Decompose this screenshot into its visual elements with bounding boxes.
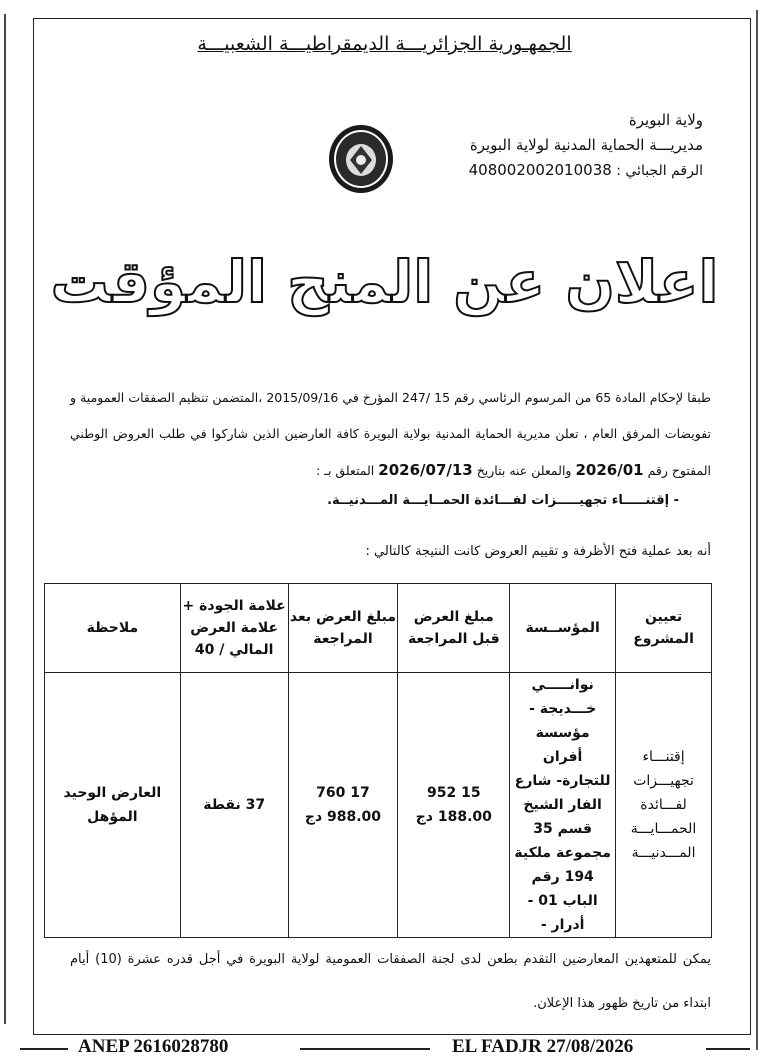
newspaper-reference: EL FADJR 27/08/2026 (452, 1036, 634, 1057)
tender-subject: - إقتنـــــاء تجهيـــــزات لفـــائدة الحمــايـــة المـــدنيــة. (327, 493, 679, 508)
table-row (45, 673, 712, 938)
header-amount-after: مبلغ العرض بعد المراجعة (288, 584, 398, 673)
civil-protection-seal-icon (326, 124, 396, 194)
tender-date: 2026/07/13 (378, 461, 473, 479)
tax-id-label: الرقم الجبائي : (616, 163, 703, 179)
cell-note: العارض الوحيد المؤهل (45, 673, 181, 938)
header-amount-before: مبلغ العرض قبل المراجعة (398, 584, 510, 673)
footer-rule-right (706, 1048, 750, 1050)
header-company: المؤســسة (510, 584, 616, 673)
anep-reference: ANEP 2616028780 (78, 1036, 229, 1057)
results-table (44, 583, 712, 938)
cell-project: إقتنـــاء تجهيـــزات لفـــائدة الحمـــايـــة المـــدنيـــة (616, 673, 712, 938)
republic-header: الجمهـورية الجزائريـــة الديمقراطيـــة الشعبيـــة (197, 33, 572, 55)
cell-amount-after: 17 760 988.00 دج (288, 673, 398, 938)
tax-id-line (469, 158, 703, 184)
footer-rule-left (20, 1048, 68, 1050)
left-page-edge (4, 14, 6, 1024)
wilaya-name: ولاية البويرة (628, 111, 703, 129)
announcement-title: اعلان عن المنح المؤقت (50, 248, 719, 316)
page-top-edge (0, 0, 769, 8)
directorate-name: مديريـــة الحماية المدنية لولاية البويرة (469, 136, 703, 154)
cell-score: 37 نقطة (180, 673, 288, 938)
tender-number: 2026/01 (575, 461, 644, 479)
tax-id-number: 408002002010038 (468, 161, 612, 179)
right-page-edge (756, 10, 758, 1050)
cell-amount-before: 15 952 188.00 دج (398, 673, 510, 938)
publication-footer (0, 1036, 769, 1060)
header-score: علامة الجودة + علامة العرض المالي / 40 (180, 584, 288, 673)
header-note: ملاحظة (45, 584, 181, 673)
preamble-text: طبقا لإحكام المادة 65 من المرسوم الرئاسي رقم 15 /247 المؤرخ في 2015/09/16 ،المتضمن تنظيم الصفقات العمومية و تفويضات المرفق العام ، تعلن مديرية الحماية المدنية بولاية البويرة كافة العارضين الذين شاركوا في طلب العروض الوطني المفتوح رقم (70, 390, 711, 478)
issuing-organization (469, 108, 703, 184)
results-intro: أنه بعد عملية فتح الأظرفة و تقييم العروض كانت النتيجة كالتالي : (365, 544, 711, 559)
header-project: تعيين المشروع (616, 584, 712, 673)
table-header-row (45, 584, 712, 673)
appeal-notice: يمكن للمتعهدين المعارضين التقدم بطعن لدى لجنة الصفقات العمومية لولاية البويرة في أجل قدره عشرة (10) أيام ابتداء من تاريخ ظهور هذا الإعلان. (70, 952, 711, 1011)
legal-preamble (70, 380, 711, 489)
preamble-text-2: والمعلن عنه بتاريخ (476, 463, 572, 478)
preamble-text-3: المتعلق بـ : (316, 463, 375, 478)
cell-company: نوانـــــي خـــديجة - مؤسسة أفران للتجارة- شارع الفار الشيخ قسم 35 مجموعة ملكية 194 رقم الباب 01 - أدرار - (510, 673, 616, 938)
footer-rule-middle (300, 1048, 430, 1050)
